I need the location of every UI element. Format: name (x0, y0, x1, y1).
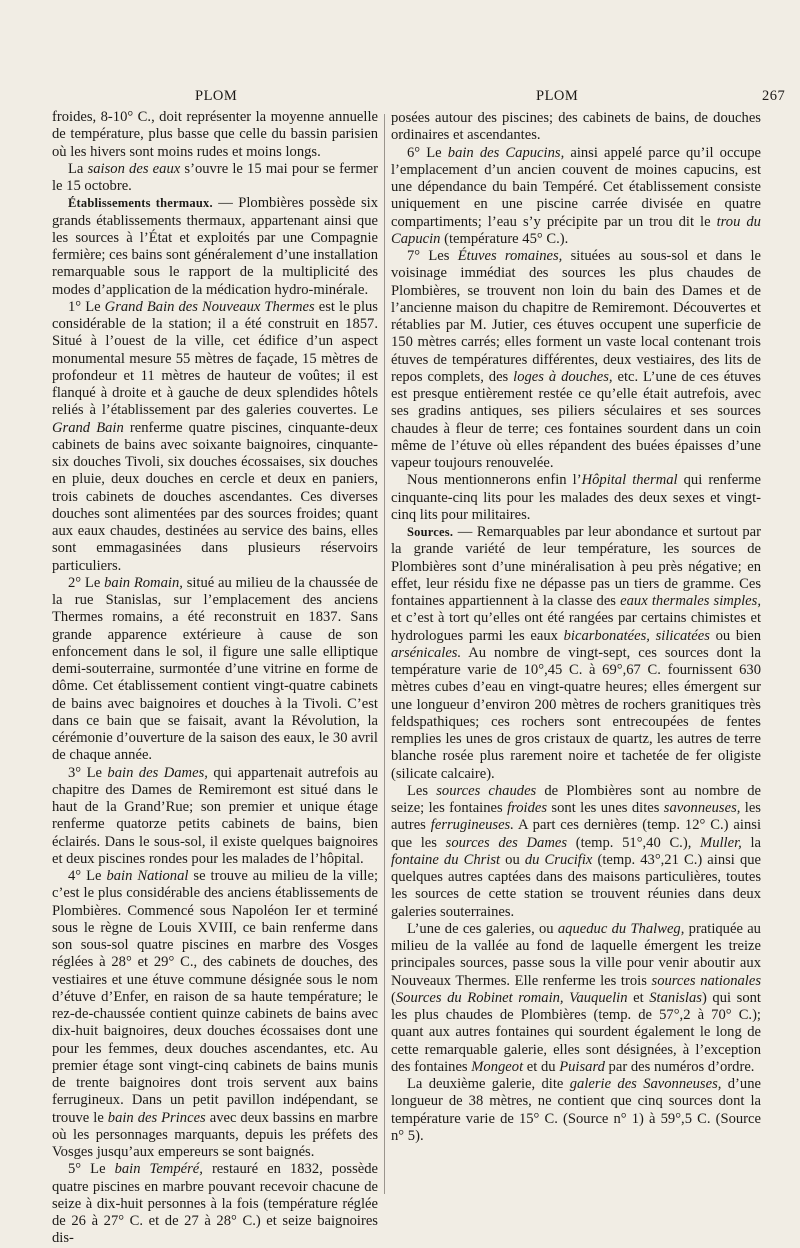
text-run: L’une de ces galeries, ou (407, 920, 558, 937)
section-heading: Établissements thermaux. (68, 196, 213, 211)
text-run: avec deux bassins en marbre où les personnages marquants, depuis les préfets des Vosges jusqu’aux empereurs se sont baignés. (52, 1109, 378, 1160)
text-run: (temp. 43°,21 C.) ainsi que quelques autres captées dans des maisons particulières, toutes les sources de cette station se trouvent réunies dans deux galeries souterraines. (391, 851, 762, 920)
paragraph (52, 1161, 378, 1247)
text-run: situées au sous-sol et dans le voisinage immédiat des sources les plus chaudes de Plombières, se trouvent non loin du bain des Dames et de l’ancienne maison du chapitre de Remiremont. Découvertes et rétablies par M. Jutier, ces étuves occupent une superficie de 150 mètres carrés; elles forment un vaste local contenant trois étuves de températures différentes, deux vestiaires, des lits de repos complets, des (391, 248, 761, 385)
italic-term: bain des Dames, (107, 764, 208, 781)
text-run: 2° Le (68, 574, 105, 591)
italic-term: savonneuses, (663, 800, 741, 816)
text-run: ou bien (709, 627, 761, 644)
paragraph (52, 195, 378, 299)
text-run: 3° Le (68, 764, 108, 781)
text-run: A part ces dernières (temp. 12° C.) ainsi que les (391, 817, 761, 851)
italic-term: aqueduc du Thalweg, (557, 920, 685, 937)
text-run: 6° Le (407, 144, 448, 161)
paragraph (391, 1076, 761, 1145)
text-run: 7° Les (407, 248, 458, 264)
italic-term: Hôpital thermal (581, 472, 678, 489)
left-column (52, 109, 378, 1248)
italic-term: Sources du Robinet romain, Vauquelin (395, 989, 628, 1006)
page-number: 267 (762, 88, 786, 104)
text-run: et du (523, 1058, 560, 1075)
paragraph (52, 868, 378, 1161)
text-run: est le plus considérable de la station; il a été construit en 1857. Situé à l’ouest de la ville, cet édifice d’un aspect monumental mesure 55 mètres de façade, 15 mètres de profondeur et 11 mètres de hauteur de voûtes; il est flanqué à droite et à gauche de deux splendides hôtels reliés à l’établissement par des galeries couvertes. Le (52, 298, 378, 419)
paragraph (391, 921, 761, 1076)
text-run: sont les unes dites (547, 800, 664, 816)
paragraph (391, 524, 761, 783)
right-column (391, 110, 761, 1145)
paragraph (391, 783, 761, 921)
italic-term: froides (507, 800, 548, 816)
text-run: (température 45° C.). (440, 230, 569, 247)
section-heading: Sources. (407, 525, 454, 539)
paragraph (52, 575, 378, 765)
italic-term: Stanislas (649, 989, 702, 1006)
italic-term: Grand Bain des Nouveaux Thermes (104, 298, 315, 315)
column-divider (384, 114, 385, 1194)
text-run: situé au milieu de la chaussée de la rue Stanislas, sur l’emplacement des anciens Thermes romains, a été reconstruit en 1837. Sans grande apparence extérieure à cause de son enfoncement dans le sol, il figure une salle elliptique demi-souterraine, surmontée d’une vitrine en forme de dôme. Cet établissement contient vingt-quatre cabinets de bains avec baignoires et douches à la Tivoli. C’est dans ce bain que se faisait, avant la Révolution, la cérémonie d’ouverture de la saison des eaux, le 30 avril de chaque année. (52, 574, 378, 764)
text-run: ainsi appelé parce qu’il occupe l’emplacement d’un ancien couvent de moines capucins, est une dépendance du bain Tempéré. Cet établissement consiste uniquement en une piscine carrée divisée en quatre compartiments; l’eau s’y précipite par un trou dit le (391, 144, 761, 230)
text-run: pratiquée au milieu de la vallée au fond de laquelle émergent les treize principales sources, passe sous la ville pour venir aboutir aux Nouveaux Thermes. Elle renferme les trois (391, 920, 761, 989)
running-header-right: PLOM (536, 88, 579, 104)
text-run: s’ouvre le 15 mai pour se fermer le 15 octobre. (52, 160, 379, 194)
paragraph (391, 248, 761, 472)
italic-term: bicarbonatées, silicatées (563, 627, 710, 644)
italic-term: sources nationales (651, 972, 761, 989)
italic-term: bain Romain, (104, 574, 183, 591)
text-run: ou (500, 851, 525, 868)
continued-paragraph (52, 109, 378, 161)
running-header-left: PLOM (195, 88, 238, 104)
paragraph (52, 161, 378, 196)
text-run: La (68, 160, 88, 177)
text-run: ) qui sont les plus chaudes de Plombières (temp. de 57°,2 à 70° C.); quant aux autres fontaines qui sourdent également le long de cette remarquable galerie, elles sont désignées, à l’exception des fontaines (391, 989, 761, 1075)
italic-term: eaux thermales simples, (620, 593, 761, 609)
text-run: qui renferme cinquante-cinq lits pour les malades des deux sexes et vingt-cinq lits pour militaires. (391, 472, 761, 523)
continued-paragraph (391, 110, 761, 145)
text-run: Au nombre de vingt-sept, ces sources dont la température varie de 10°,45 C. à 69°,67 C. fournissent 630 mètres cubes d’eau en vingt-quatre heures; elles émergent sur une longueur d’environ 200 mètres de rochers granitiques très feldspathiques; ces rochers sont entrecoupées de fentes remplies les unes de gros cristaux de quartz, les autres de terre blanche rosée plus rarement noire et tachetée de fer oligiste (silicate calcaire). (391, 644, 761, 782)
paragraph (52, 765, 378, 869)
italic-term: fontaine du Christ (391, 851, 501, 868)
text-run: Nous mentionnerons enfin l’ (407, 472, 582, 489)
italic-term: bain National (106, 868, 189, 884)
text-run: 4° Le (68, 868, 107, 884)
text-run: 5° Le (68, 1161, 115, 1178)
italic-term: sources chaudes (436, 782, 537, 799)
italic-term: ferrugineuses. (430, 817, 514, 834)
text-run: (temp. 51°,40 C.), (567, 834, 701, 851)
paragraph (391, 145, 761, 249)
text-run: par des numéros d’ordre. (604, 1058, 755, 1075)
italic-term: Étuves romaines, (457, 248, 563, 264)
text-run: restauré en 1832, possède quatre piscines en marbre pouvant recevoir chacune de seize à dix-huit personnes à la fois (température réglée de 26 à 27° C. et de 27 à 28° C.) et seize baignoires dis- (52, 1161, 379, 1247)
italic-term: trou du Capucin (391, 213, 761, 247)
italic-term: du Crucifix (524, 851, 593, 868)
italic-term: sources des Dames (445, 834, 568, 851)
italic-term: Puisard (559, 1058, 605, 1075)
text-run: les autres (391, 800, 761, 834)
text-run: ( (391, 989, 396, 1006)
italic-term: saison des eaux (87, 160, 181, 177)
text-run: d’une longueur de 38 mètres, ne contient que cinq sources dont la température varie de 15° C. (Source n° 1) à 59°,5 C. (Source n° 5). (391, 1076, 761, 1144)
text-run: — Remarquables par leur abondance et surtout par la grande variété de leur température, les sources de Plombières sont d’une minéralisation à peu près négative; en effet, leur résidu fixe ne dépasse pas un tiers de gramme. Ces fontaines appartiennent à la classe des (391, 524, 761, 609)
italic-term: loges à douches, (513, 368, 613, 385)
text-run: 1° Le (68, 298, 105, 315)
text-run: qui appartenait autrefois au chapitre des Dames de Remiremont est situé dans le haut de la Grand’Rue; son premier et unique étage renferme quatorze petits cabinets de bains, bien éclairés. Dans le sous-sol, il existe quelques baignoires et deux piscines rondes pour les malades de l’hôpital. (52, 764, 378, 867)
paragraph (52, 299, 378, 575)
italic-term: bain Tempéré, (114, 1161, 203, 1178)
italic-term: Grand Bain (52, 419, 124, 436)
text-run: froides, 8-10° C., doit représenter la moyenne annuelle de température, plus basse que celle du bassin parisien où les hivers sont moins rudes et moins longs. (52, 109, 378, 160)
text-run: de Plombières sont au nombre de seize; les fontaines (391, 782, 761, 816)
text-run: et c’est à tort qu’elles ont été rangées par certains chimistes et hydrologues parmi les eaux (391, 610, 761, 644)
text-run: Les (407, 782, 437, 799)
text-run: posées autour des piscines; des cabinets de bains, de douches ordinaires et ascendantes. (391, 110, 761, 144)
italic-term: arsénicales. (391, 644, 462, 661)
paragraph (391, 472, 761, 524)
text-run: La deuxième galerie, dite (407, 1076, 570, 1092)
text-run: etc. L’une de ces étuves est presque entièrement restée ce qu’elle était autrefois, avec ses gradins antiques, ses piliers séculaires et ses sources chaudes à fleur de terre; ces fontaines sourdent dans un coin même de l’étuve où elles répandent des buées épaisses d’une vapeur toujours renouvelée. (391, 368, 761, 471)
text-run: et (627, 989, 650, 1006)
text-run: la (741, 834, 761, 851)
text-run: — Plombières possède six grands établissements thermaux, appartenant ainsi que les sources à l’État et exploités par une Compagnie fermière; ces bains sont généralement d’une installation remarquable sous le rapport de la multiplicité des modes d’application de la médication hydro-minérale. (52, 195, 378, 298)
italic-term: bain des Capucins, (447, 144, 565, 161)
italic-term: galerie des Savonneuses, (569, 1076, 722, 1092)
italic-term: bain des Princes (107, 1109, 206, 1126)
italic-term: Mongeot (471, 1058, 524, 1075)
text-run: se trouve au milieu de la ville; c’est le plus considérable des anciens établissements de Plombières. Commencé sous Napoléon Ier et terminé sous le règne de Louis XVIII, ce bain renferme dans son sous-sol quatre piscines en marbre des Vosges réglées à 28° et 29° C., des cabinets de douches, des vestiaires et une étuve commune désignée sous le nom d’étuve d’Enfer, en raison de sa haute température; le rez-de-chaussée contient quinze cabinets de bains avec dix-huit baignoires, deux douches écossaises dont une pour les femmes, deux douches ascendantes, etc. Au premier étage sont vingt-cinq cabinets de bains munis de trente baignoires dont trois servent aux bains ferrugineux. Dans un petit pavillon indépendant, se trouve le (52, 868, 378, 1126)
italic-term: Muller, (700, 834, 742, 851)
text-run: renferme quatre piscines, cinquante-deux cabinets de bains avec soixante baignoires, cinquante-six douches Tivoli, six douches écossaises, six douches en pluie, deux douches en cercle et deux en paniers, trois cabinets de douches ascendantes. Ces diverses douches sont alimentées par des sources froides; quant aux eaux chaudes, destinées au service des bains, elles sont emmagasinées dans plusieurs réservoirs particuliers. (52, 419, 378, 574)
